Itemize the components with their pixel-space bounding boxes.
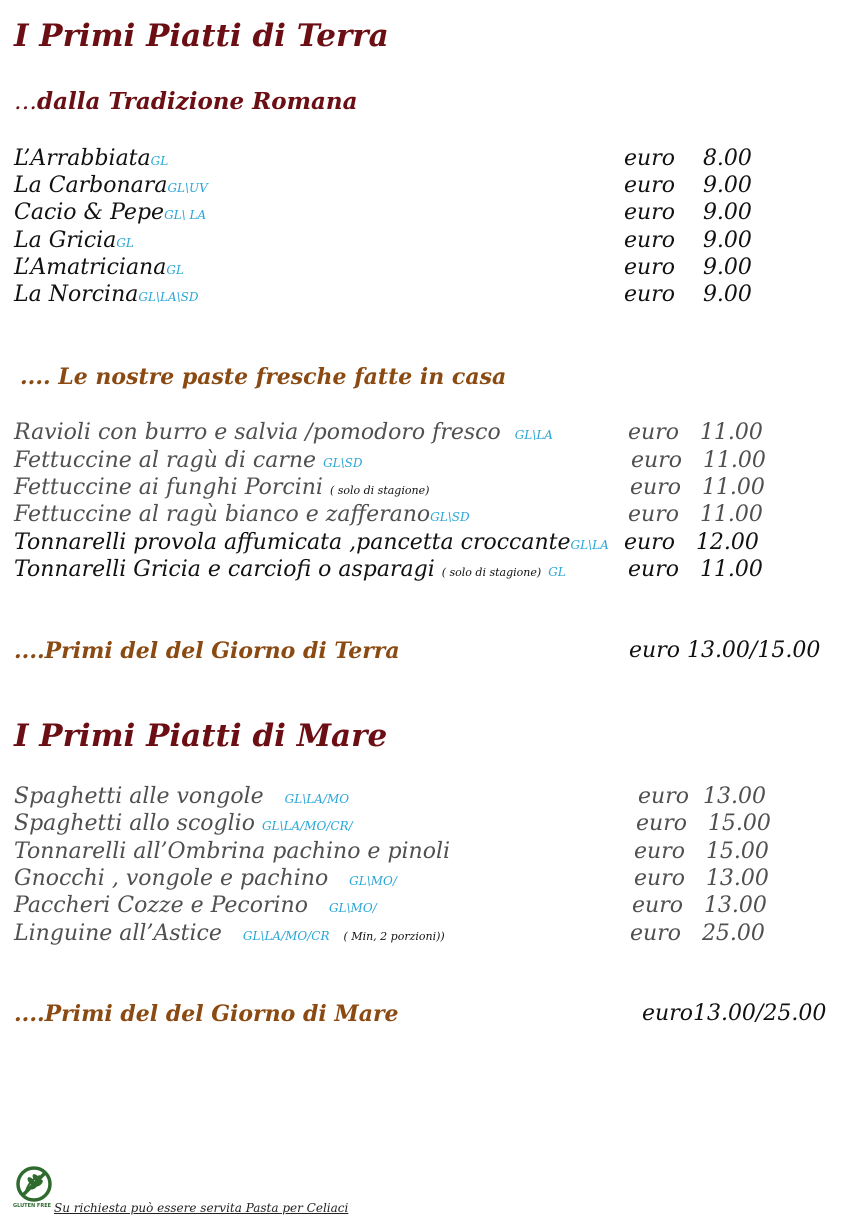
price-value: 11.00 <box>702 448 766 473</box>
item-note: ( solo di stagione) <box>329 484 430 497</box>
daily-special-price-terra: euro 13.00/15.00 <box>629 638 821 663</box>
item-price <box>624 282 752 307</box>
item-name: Tonnarelli Gricia e carciofi o asparagi <box>14 557 435 582</box>
menu-item <box>14 282 199 307</box>
section-title-terra: I Primi Piatti di Terra <box>14 18 389 54</box>
menu-item <box>14 866 397 891</box>
item-name: La Norcina <box>14 282 139 307</box>
item-price <box>628 502 763 527</box>
item-tag: GL <box>548 565 566 579</box>
item-tag: GL <box>166 263 184 277</box>
menu-item <box>14 811 353 836</box>
menu-item <box>14 502 470 527</box>
item-note: ( Min, 2 porzioni)) <box>343 930 445 943</box>
daily-special-price-mare: euro13.00/25.00 <box>642 1001 827 1026</box>
price-currency: euro <box>630 475 681 500</box>
item-name: L’Amatriciana <box>14 255 167 280</box>
gluten-free-wheat-icon <box>14 1164 54 1208</box>
item-name: Fettuccine al ragù di carne <box>14 448 317 473</box>
menu-item <box>14 255 184 280</box>
item-price <box>634 839 769 864</box>
item-price <box>636 811 771 836</box>
item-price <box>624 530 759 555</box>
item-price <box>624 228 752 253</box>
price-currency: euro <box>634 839 685 864</box>
item-price <box>630 921 765 946</box>
menu-item <box>14 448 363 473</box>
item-name: Spaghetti allo scoglio <box>14 811 255 836</box>
price-value: 9.00 <box>702 173 752 198</box>
menu-item <box>14 200 206 225</box>
price-value: 13.00 <box>703 893 767 918</box>
logo-caption: GLUTEN FREE <box>13 1203 52 1209</box>
item-price <box>632 893 767 918</box>
item-price <box>630 475 765 500</box>
item-tag: GL\LA/MO/CR/ <box>261 819 353 833</box>
price-value: 11.00 <box>701 475 765 500</box>
item-tag: GL\SD <box>430 510 470 524</box>
menu-item <box>14 146 168 171</box>
price-value: 8.00 <box>702 146 752 171</box>
daily-special-title-mare: ....Primi del del Giorno di Mare <box>14 1001 399 1027</box>
item-name: Cacio & Pepe <box>14 200 165 225</box>
price-currency: euro <box>634 866 685 891</box>
item-tag: GL\LA/MO <box>284 792 350 806</box>
menu-item <box>14 530 609 555</box>
price-value: 11.00 <box>699 557 763 582</box>
price-currency: euro <box>624 530 675 555</box>
price-value: 12.00 <box>695 530 759 555</box>
daily-special-title-terra: ....Primi del del Giorno di Terra <box>14 638 400 664</box>
price-value: 9.00 <box>702 228 752 253</box>
item-name: Tonnarelli provola affumicata ,pancetta croccante <box>14 530 571 555</box>
price-currency: euro <box>636 811 687 836</box>
item-name: L’Arrabbiata <box>14 146 151 171</box>
price-value: 11.00 <box>699 502 763 527</box>
item-name: Spaghetti alle vongole <box>14 784 264 809</box>
price-currency: euro <box>632 893 683 918</box>
item-tag: GL <box>116 236 134 250</box>
item-name: Tonnarelli all’Ombrina pachino e pinoli <box>14 839 451 864</box>
price-value: 11.00 <box>699 420 763 445</box>
item-price <box>631 448 766 473</box>
price-currency: euro <box>628 502 679 527</box>
item-price <box>624 200 752 225</box>
item-tag: GL\LA <box>570 538 609 552</box>
price-value: 15.00 <box>707 811 771 836</box>
price-currency: euro <box>638 784 689 809</box>
item-name: Fettuccine al ragù bianco e zafferano <box>14 502 431 527</box>
item-name: Linguine all’Astice <box>14 921 222 946</box>
item-price <box>634 866 769 891</box>
price-value: 25.00 <box>701 921 765 946</box>
price-currency: euro <box>624 146 675 171</box>
price-currency: euro <box>624 282 675 307</box>
menu-item <box>14 921 445 946</box>
menu-item <box>14 173 208 198</box>
menu-item <box>14 557 566 582</box>
price-value: 9.00 <box>702 200 752 225</box>
price-value: 9.00 <box>702 255 752 280</box>
price-currency: euro <box>631 448 682 473</box>
price-value: 13.00 <box>702 784 766 809</box>
price-currency: euro <box>628 420 679 445</box>
subsection-title-text: dalla Tradizione Romana <box>37 88 358 115</box>
item-tag: GL\MO/ <box>328 901 377 915</box>
item-name: Fettuccine ai funghi Porcini <box>14 475 323 500</box>
menu-item <box>14 893 377 918</box>
price-currency: euro <box>624 255 675 280</box>
price-currency: euro <box>624 228 675 253</box>
price-currency: euro <box>624 200 675 225</box>
item-price <box>638 784 766 809</box>
item-tag: GL\ LA <box>164 208 207 222</box>
item-name: Ravioli con burro e salvia /pomodoro fresco <box>14 420 501 445</box>
subsection-title-tradizione <box>14 88 357 115</box>
item-name: La Gricia <box>14 228 117 253</box>
item-tag: GL\SD <box>323 456 363 470</box>
subsection-dots: … <box>14 89 37 115</box>
item-price <box>624 173 752 198</box>
menu-item <box>14 228 134 253</box>
footer-note: Su richiesta può essere servita Pasta per Celiaci <box>54 1201 349 1215</box>
menu-item <box>14 784 349 809</box>
price-value: 9.00 <box>702 282 752 307</box>
item-name: La Carbonara <box>14 173 168 198</box>
item-name: Gnocchi , vongole e pachino <box>14 866 329 891</box>
menu-item <box>14 839 450 864</box>
item-tag: GL\MO/ <box>349 874 397 888</box>
price-value: 15.00 <box>705 839 769 864</box>
item-name: Paccheri Cozze e Pecorino <box>14 893 308 918</box>
item-tag: GL\LA/MO/CR <box>242 929 330 943</box>
item-tag: GL <box>150 154 169 168</box>
section-title-mare: I Primi Piatti di Mare <box>14 718 388 754</box>
item-tag: GL\UV <box>167 181 208 195</box>
item-price <box>628 420 763 445</box>
item-tag: GL\LA\SD <box>138 290 199 304</box>
price-currency: euro <box>630 921 681 946</box>
item-price <box>624 146 752 171</box>
price-value: 13.00 <box>705 866 769 891</box>
menu-item <box>14 420 553 445</box>
price-currency: euro <box>624 173 675 198</box>
item-tag: GL\LA <box>514 428 553 442</box>
subsection-title-paste-fresche: .... Le nostre paste fresche fatte in casa <box>20 364 507 390</box>
item-price <box>628 557 763 582</box>
item-note: ( solo di stagione) <box>441 566 542 579</box>
item-price <box>624 255 752 280</box>
price-currency: euro <box>628 557 679 582</box>
menu-item <box>14 475 429 500</box>
